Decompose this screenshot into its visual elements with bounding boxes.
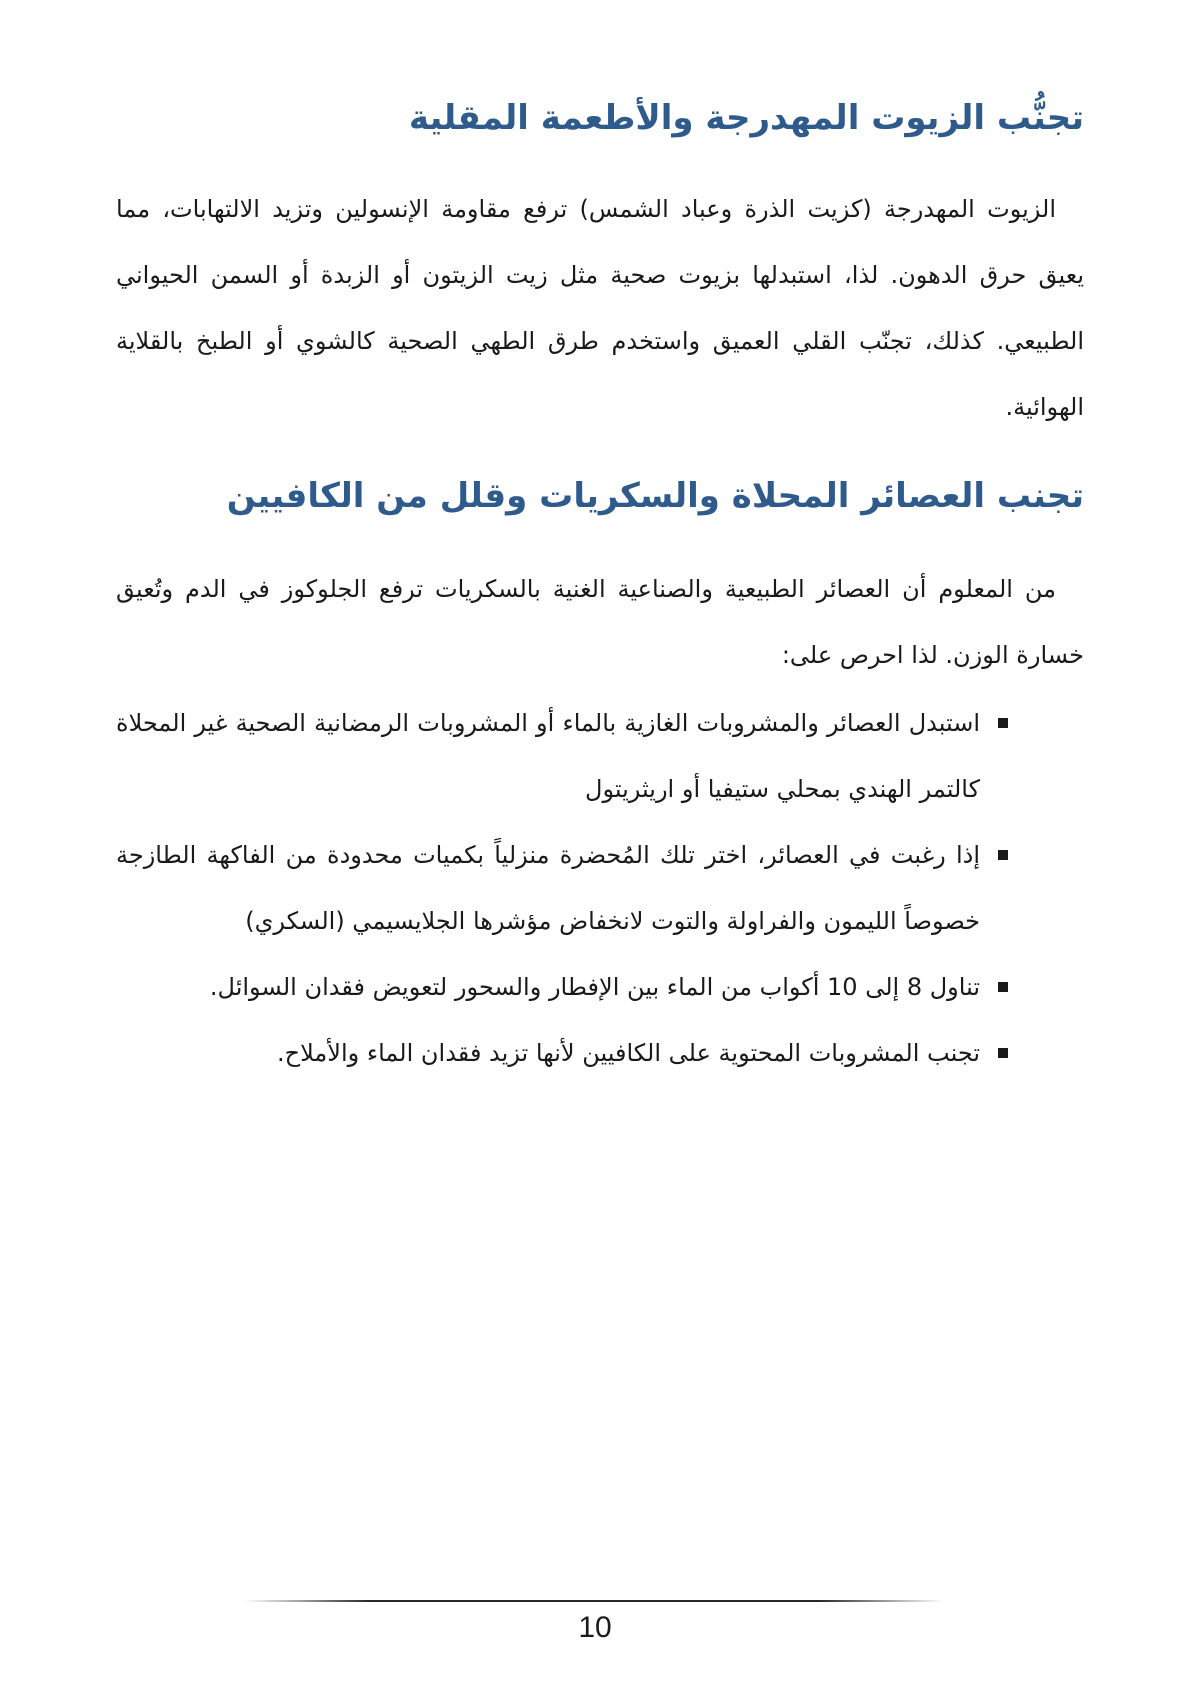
list-item [116,822,1084,954]
list-item [116,954,1084,1020]
page-number: 10 [578,1611,612,1644]
section-paragraph-oils: الزيوت المهدرجة (كزيت الذرة وعباد الشمس) ترفع مقاومة الإنسولين وتزيد الالتهابات، مما يعيق حرق الدهون. لذا، استبدلها بزيوت صحية مثل زيت الزيتون أو الزبدة أو السمن الحيواني الطبيعي. كذلك، تجنّب القلي العميق واستخدم طرق الطهي الصحية كالشوي أو الطبخ بالقلاية الهوائية. [116,195,1084,421]
list-item [116,1020,1084,1086]
recommendations-list [116,690,1084,1086]
page-content [116,88,1084,1086]
section-intro-juices: من المعلوم أن العصائر الطبيعية والصناعية الغنية بالسكريات ترفع الجلوكوز في الدم وتُعيق خسارة الوزن. لذا احرص على: [116,575,1084,669]
list-item [116,690,1084,822]
square-bullet-icon [998,1048,1008,1058]
square-bullet-icon [998,850,1008,860]
square-bullet-icon [998,718,1008,728]
footer-divider [244,1600,944,1602]
section-heading-fried-foods: تجنُّب الزيوت المهدرجة والأطعمة المقلية [408,98,1084,138]
list-item-text: تجنب المشروبات المحتوية على الكافيين لأنها تزيد فقدان الماء والأملاح. [276,1039,980,1067]
square-bullet-icon [998,982,1008,992]
list-item-text: تناول 8 إلى 10 أكواب من الماء بين الإفطار والسحور لتعويض فقدان السوائل. [209,973,980,1001]
section-heading-juices-caffeine: تجنب العصائر المحلاة والسكريات وقلل من الكافيين [226,476,1084,516]
list-item-text: استبدل العصائر والمشروبات الغازية بالماء أو المشروبات الرمضانية الصحية غير المحلاة كالتمر الهندي بمحلي ستيفيا أو اريثريتول [116,709,980,803]
list-item-text: إذا رغبت في العصائر، اختر تلك المُحضرة منزلياً بكميات محدودة من الفاكهة الطازجة خصوصاً الليمون والفراولة والتوت لانخفاض مؤشرها الجلايسيمي (السكري) [116,841,980,935]
